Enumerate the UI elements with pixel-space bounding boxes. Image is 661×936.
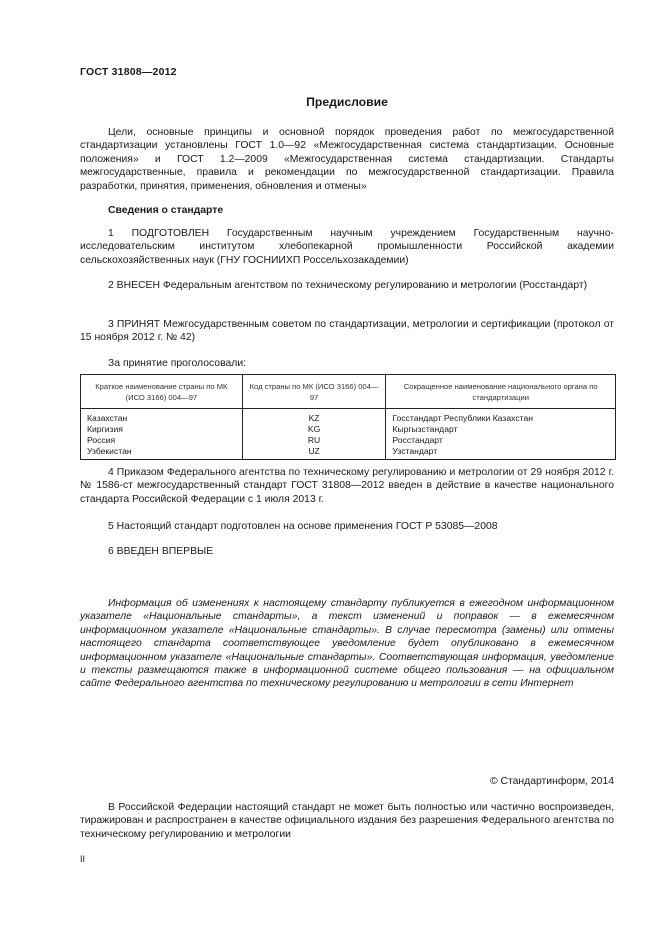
voting-table: [80, 374, 616, 460]
table-row: [81, 424, 616, 435]
table-row: [81, 409, 616, 425]
table-cell-country: Узбекистан: [81, 446, 243, 460]
table-cell-code: UZ: [242, 446, 386, 460]
item-6-paragraph: 6 ВВЕДЕН ВПЕРВЫЕ: [108, 546, 214, 557]
table-header-country: Краткое наименование страны по МК (ИСО 3166) 004—97: [81, 375, 243, 409]
table-row: [81, 435, 616, 446]
table-cell-code: KZ: [242, 409, 386, 425]
table-cell-code: RU: [242, 435, 386, 446]
table-cell-body: Госстандарт Республики Казахстан: [386, 409, 616, 425]
table-header-code: Код страны по МК (ИСО 3166) 004—97: [242, 375, 386, 409]
vote-intro: За принятие проголосовали:: [108, 358, 247, 369]
document-header: ГОСТ 31808—2012: [80, 66, 177, 78]
table-row: [81, 446, 616, 460]
table-cell-country: Киргизия: [81, 424, 243, 435]
intro-paragraph: Цели, основные принципы и основной порядок проведения работ по межгосударственной стандартизации установлены ГОСТ 1.0—92 «Межгосударственная система стандартизации. Основные положения» и ГОСТ 1.2—2009 «Межгосударственная система стандартизации. Стандарты межгосударственные, правила и рекомендации по межгосударственной стандартизации. Правила разработки, принятия, применения, обновления и отмены»: [80, 127, 614, 192]
table-cell-code: KG: [242, 424, 386, 435]
page-title: Предисловие: [306, 95, 388, 109]
table-cell-body: Узстандарт: [386, 446, 616, 460]
table-cell-country: Россия: [81, 435, 243, 446]
table-header-body: Сокращенное наименование национального органа по стандартизации: [386, 375, 616, 409]
item-3-paragraph: 3 ПРИНЯТ Межгосударственным советом по стандартизации, метрологии и сертификации (протокол от 15 ноября 2012 г. № 42): [80, 319, 614, 344]
section-heading: Сведения о стандарте: [108, 205, 224, 216]
item-5-paragraph: 5 Настоящий стандарт подготовлен на основе применения ГОСТ Р 53085—2008: [108, 521, 498, 532]
page-number: II: [80, 854, 86, 864]
reproduction-notice: В Российской Федерации настоящий стандарт не может быть полностью или частично воспроизведен, тиражирован и распространен в качестве официального издания без разрешения Федерального агентства по техническому регулированию и метрологии: [80, 802, 614, 840]
table-cell-body: Росстандарт: [386, 435, 616, 446]
copyright-notice: © Стандартинформ, 2014: [489, 776, 614, 787]
table-cell-country: Казахстан: [81, 409, 243, 425]
info-notice: Информация об изменениях к настоящему стандарту публикуется в ежегодном информационном указателе «Национальные стандарты», а текст изменений и поправок — в ежемесячном информационном указателе «Национальные стандарты». В случае пересмотра (замены) или отмены настоящего стандарта соответствующее уведомление будет опубликовано в ежемесячном информационном указателе «Национальные стандарты». Соответствующая информация, уведомление и тексты размещаются также в информационной системе общего пользования — на официальном сайте Федерального агентства по техническому регулированию и метрологии в сети Интернет: [80, 598, 614, 690]
item-1-paragraph: 1 ПОДГОТОВЛЕН Государственным научным учреждением Государственным научно-исследовательским институтом хлебопекарной промышленности Российской академии сельскохозяйственных наук (ГНУ ГОСНИИХП Россельхозакадемии): [80, 228, 614, 266]
item-4-paragraph: 4 Приказом Федерального агентства по техническому регулированию и метрологии от 29 ноября 2012 г. № 1586-ст межгосударственный стандарт ГОСТ 31808—2012 введен в действие в качестве национального стандарта Российской Федерации с 1 июля 2013 г.: [80, 467, 614, 505]
table-header-row: [81, 375, 616, 409]
table-cell-body: Кыргызстандарт: [386, 424, 616, 435]
item-2-paragraph: 2 ВНЕСЕН Федеральным агентством по техническому регулированию и метрологии (Росстандарт): [108, 280, 588, 291]
